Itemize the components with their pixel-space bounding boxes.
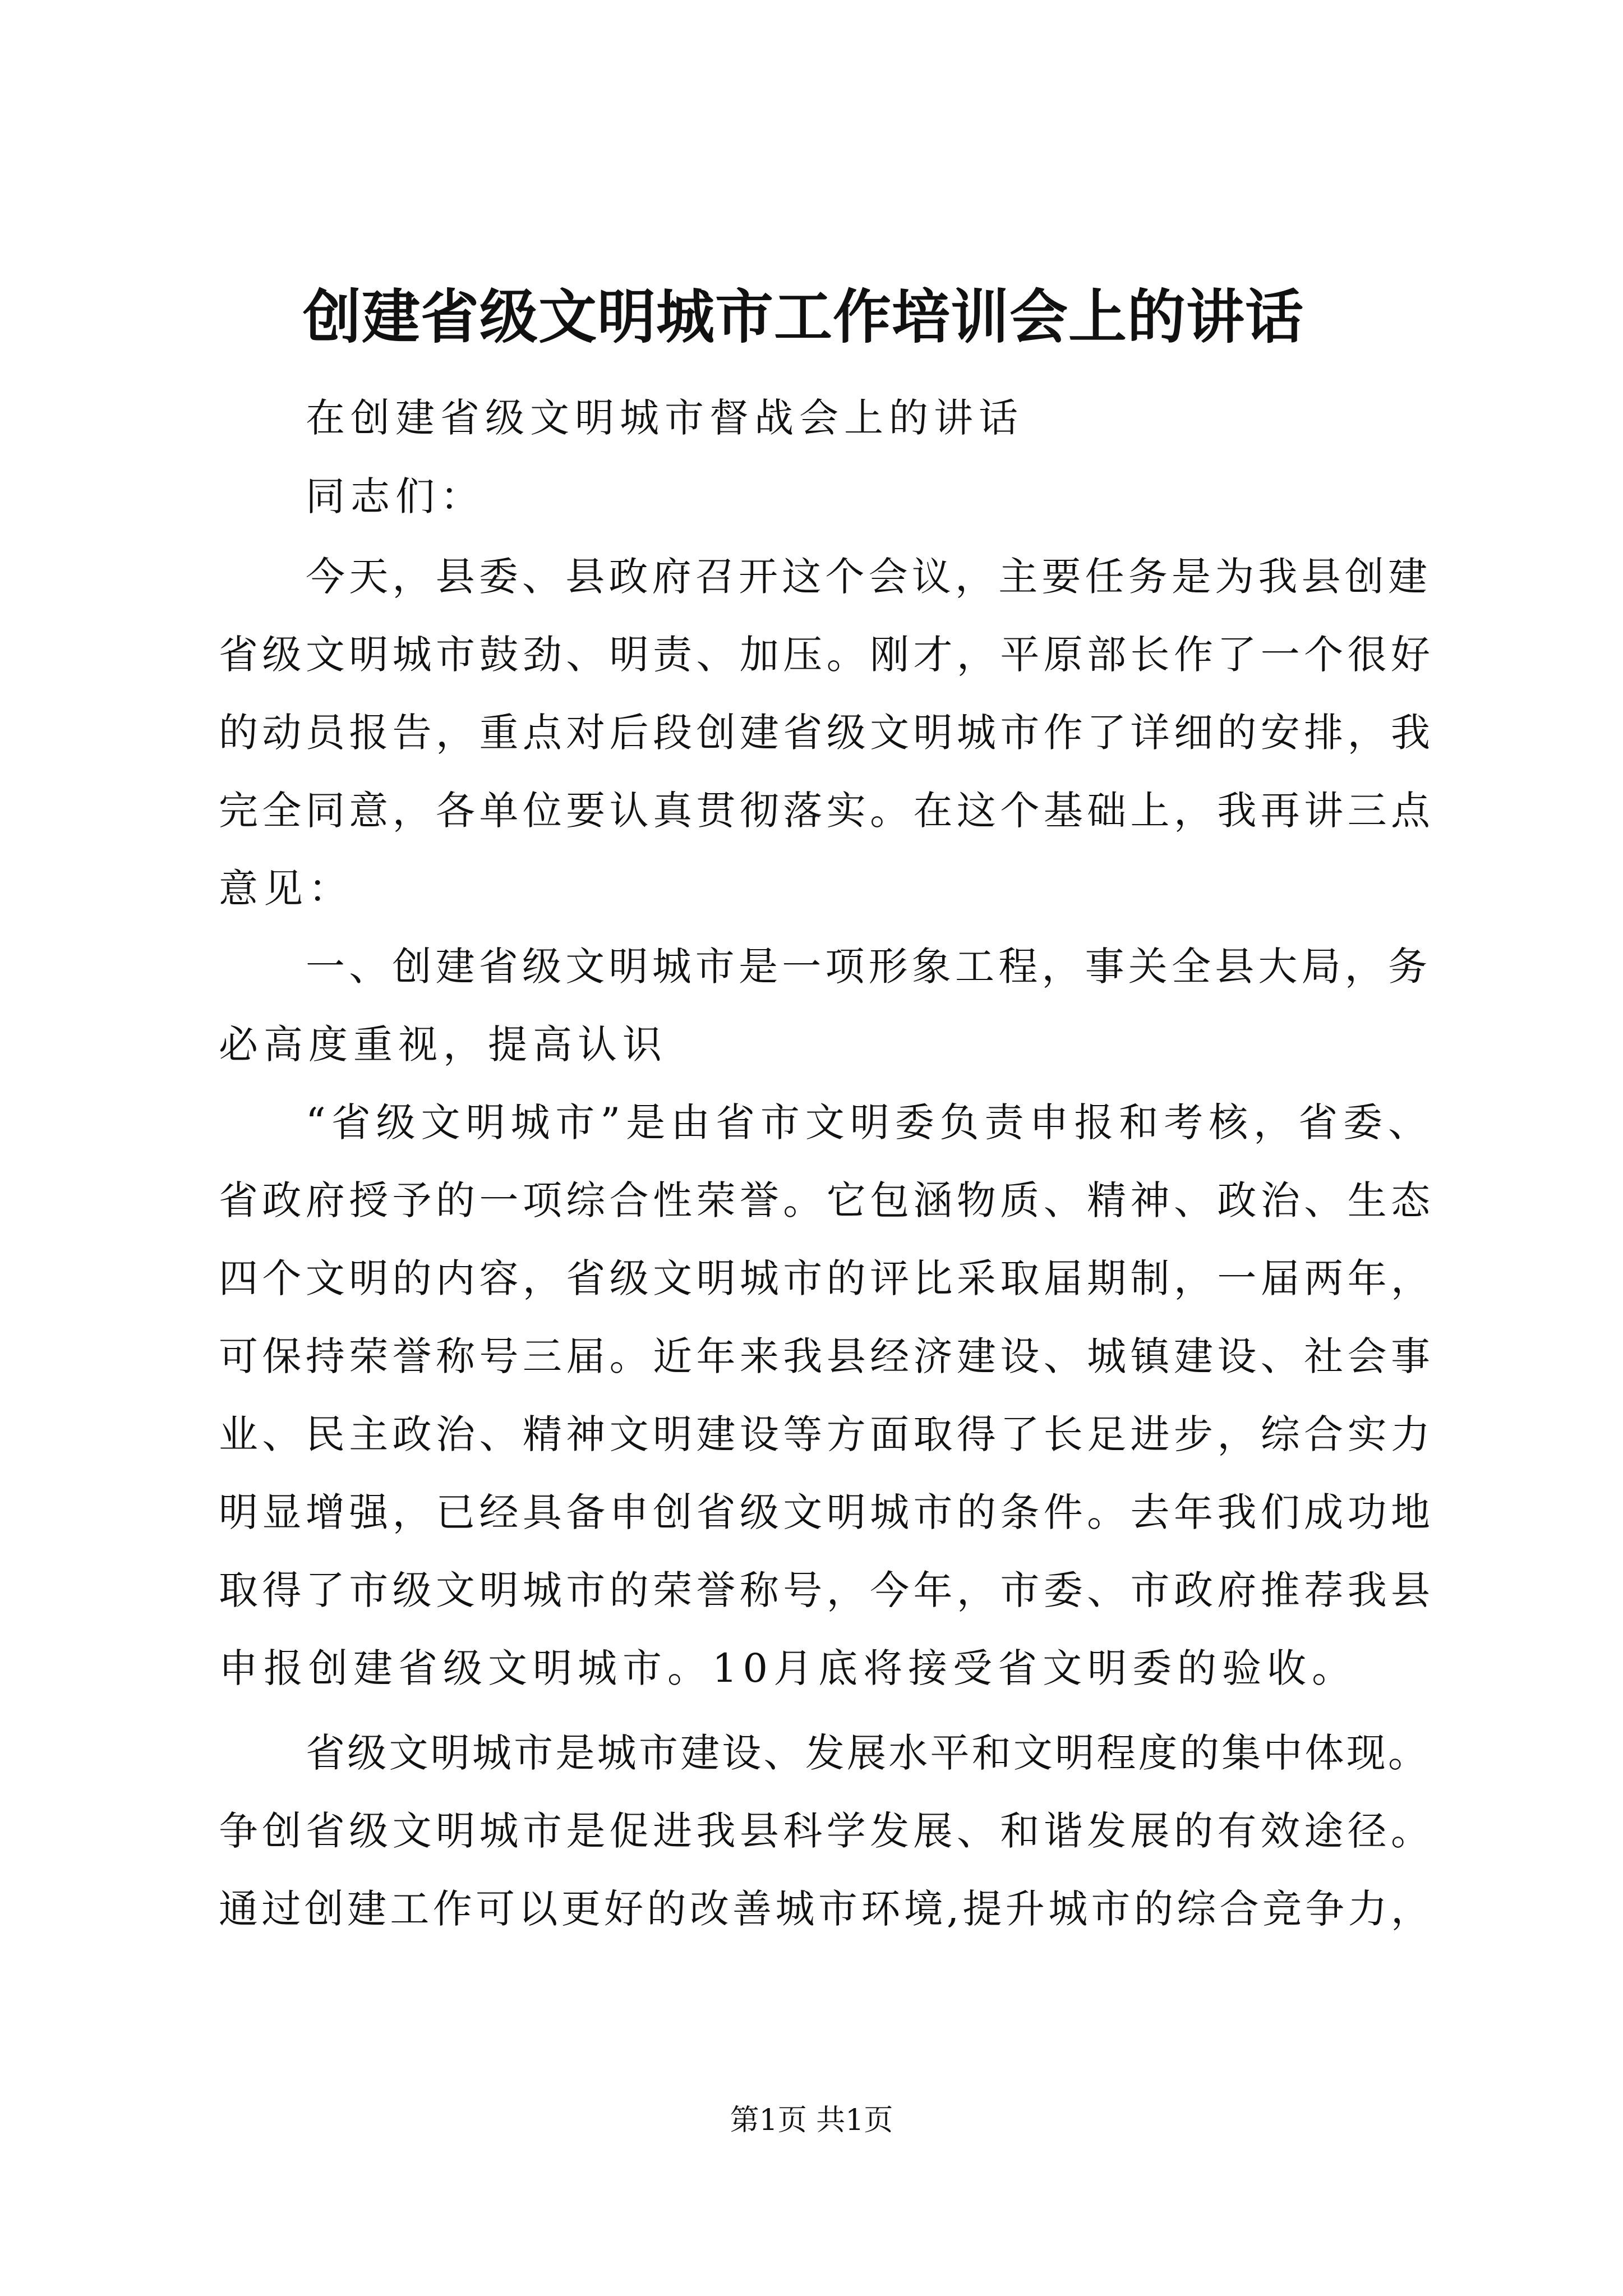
body-line: 争创省级文明城市是促进我县科学发展、和谐发展的有效途径。: [219, 1808, 1430, 1854]
body-line: 的动员报告，重点对后段创建省级文明城市作了详细的安排，我: [219, 710, 1430, 756]
body-line: 省级文明城市是城市建设、发展水平和文明程度的集中体现。: [306, 1730, 1427, 1776]
section-heading-line: 一、创建省级文明城市是一项形象工程，事关全县大局，务: [306, 944, 1427, 990]
body-line: “省级文明城市”是由省市文明委负责申报和考核，省委、: [306, 1099, 1427, 1145]
body-line: 可保持荣誉称号三届。近年来我县经济建设、城镇建设、社会事: [219, 1333, 1430, 1379]
body-line: 业、民主政治、精神文明建设等方面取得了长足进步，综合实力: [219, 1411, 1430, 1457]
section-heading-line: 必高度重视，提高认识: [219, 1022, 667, 1068]
page-footer: 第1页 共1页: [730, 2104, 893, 2137]
body-line: 取得了市级文明城市的荣誉称号，今年，市委、市政府推荐我县: [219, 1567, 1430, 1613]
document-title: 创建省级文明城市工作培训会上的讲话: [303, 282, 1304, 351]
body-line: 省政府授予的一项综合性荣誉。它包涵物质、精神、政治、生态: [219, 1177, 1430, 1223]
salutation: 同志们：: [306, 473, 485, 519]
body-line: 申报创建省级文明城市。10月底将接受省文明委的验收。: [219, 1645, 1357, 1691]
body-line: 四个文明的内容，省级文明城市的评比采取届期制，一届两年，: [219, 1255, 1430, 1301]
body-line: 明显增强，已经具备申创省级文明城市的条件。去年我们成功地: [219, 1489, 1430, 1535]
body-line: 省级文明城市鼓劲、明责、加压。刚才，平原部长作了一个很好: [219, 632, 1430, 678]
body-line: 通过创建工作可以更好的改善城市环境,提升城市的综合竞争力，: [219, 1886, 1430, 1932]
body-line: 今天，县委、县政府召开这个会议，主要任务是为我县创建: [306, 554, 1427, 600]
body-line: 完全同意，各单位要认真贯彻落实。在这个基础上，我再讲三点: [219, 788, 1430, 834]
document-subtitle: 在创建省级文明城市督战会上的讲话: [306, 395, 1023, 441]
body-line: 意见：: [219, 866, 353, 912]
